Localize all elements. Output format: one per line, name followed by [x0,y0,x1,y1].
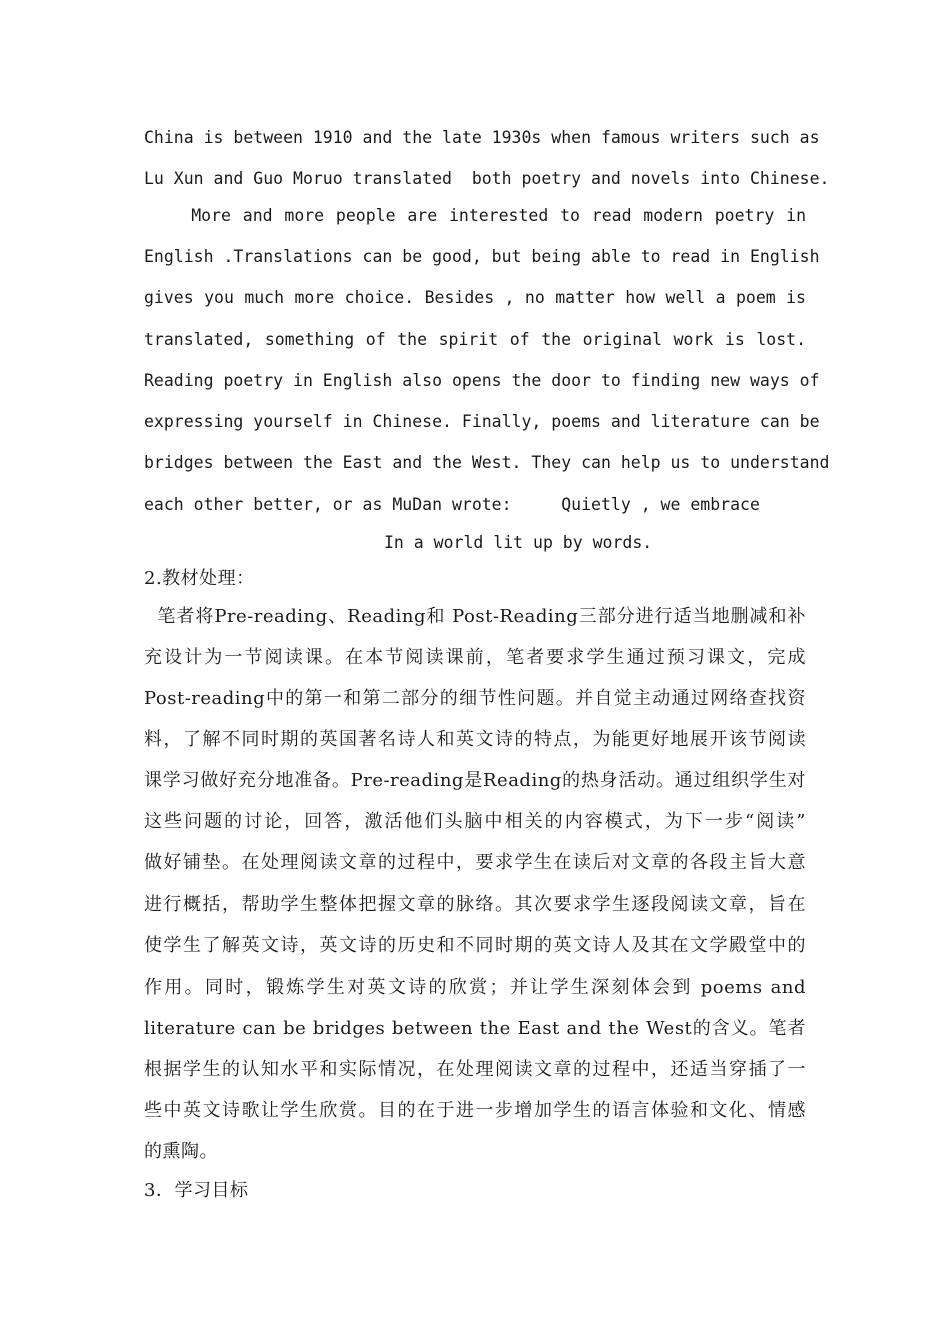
english-line-3: More and more people are interested to read modern poetry in [144,206,806,225]
section-2-line-1: 笔者将Pre-reading、Reading和 Post-Reading三部分进行适当地删减和补 [144,606,806,627]
section-2-line-10: 作用。同时，锻炼学生对英文诗的欣赏；并让学生深刻体会到 poems and [144,977,806,998]
english-line-7: Reading poetry in English also opens the door to finding new ways of [144,371,820,390]
poem-line: In a world lit up by words. [384,533,653,552]
section-3-heading: 3．学习目标 [144,1180,249,1201]
english-line-10: each other better, or as MuDan wrote: Quietly , we embrace [144,495,760,514]
english-line-2: Lu Xun and Guo Moruo translated both poetry and novels into Chinese. [144,169,830,188]
english-line-4: English .Translations can be good, but being able to read in English [144,247,820,266]
section-2-line-12: 根据学生的认知水平和实际情况，在处理阅读文章的过程中，还适当穿插了一 [144,1059,806,1080]
english-line-5: gives you much more choice. Besides , no matter how well a poem is [144,288,806,307]
section-2-line-4: 料，了解不同时期的英国著名诗人和英文诗的特点，为能更好地展开该节阅读 [144,729,806,750]
section-2-line-9: 使学生了解英文诗，英文诗的历史和不同时期的英文诗人及其在文学殿堂中的 [144,935,806,956]
english-line-1: China is between 1910 and the late 1930s when famous writers such as [144,128,820,147]
section-2-line-6: 这些问题的讨论，回答，激活他们头脑中相关的内容模式，为下一步“阅读” [144,811,806,832]
section-2-line-2: 充设计为一节阅读课。在本节阅读课前，笔者要求学生通过预习课文，完成 [144,647,806,668]
section-2-line-14: 的熏陶。 [144,1141,218,1162]
english-line-8: expressing yourself in Chinese. Finally, poems and literature can be [144,412,820,431]
section-2-line-5: 课学习做好充分地准备。Pre-reading是Reading的热身活动。通过组织学生对 [144,770,806,791]
english-line-6: translated, something of the spirit of the original work is lost. [144,330,806,349]
section-2-line-11: literature can be bridges between the East and the West的含义。笔者 [144,1018,806,1039]
section-2-line-7: 做好铺垫。在处理阅读文章的过程中，要求学生在读后对文章的各段主旨大意 [144,852,806,873]
section-2-line-13: 些中英文诗歌让学生欣赏。目的在于进一步增加学生的语言体验和文化、情感 [144,1100,806,1121]
section-2-line-3: Post-reading中的第一和第二部分的细节性问题。并自觉主动通过网络查找资 [144,688,806,709]
section-2-heading: 2.教材处理： [144,568,255,589]
section-2-line-8: 进行概括，帮助学生整体把握文章的脉络。其次要求学生逐段阅读文章，旨在 [144,894,806,915]
english-line-9: bridges between the East and the West. They can help us to understand [144,453,830,472]
